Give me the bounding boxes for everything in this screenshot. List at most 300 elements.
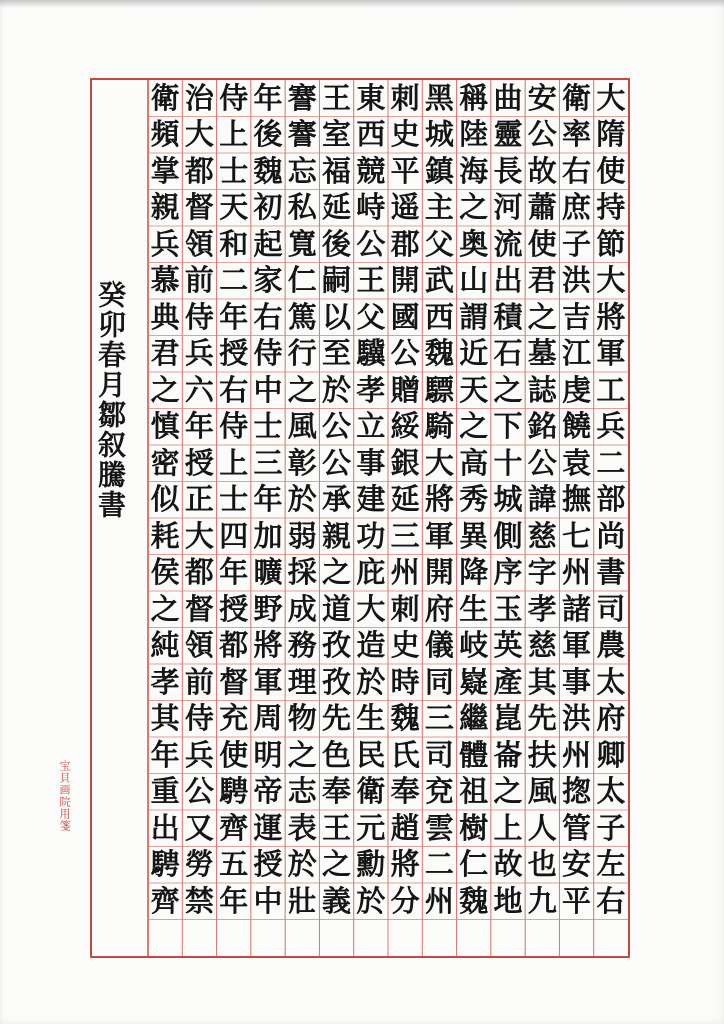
character-cell: 公 — [356, 226, 386, 261]
character-cell: 時 — [390, 664, 420, 699]
character-cell: 似 — [150, 482, 180, 517]
character-cell: 子 — [596, 810, 626, 845]
calligraphy-sheet — [90, 78, 630, 958]
character-cell: 諸 — [562, 591, 592, 626]
character-cell: 造 — [356, 628, 386, 663]
character-cell: 寬 — [287, 226, 317, 261]
character-cell: 軍 — [562, 628, 592, 663]
character-cell: 扶 — [527, 737, 557, 772]
character-cell: 魏 — [459, 883, 489, 918]
character-cell: 右 — [253, 299, 283, 334]
character-cell: 純 — [150, 628, 180, 663]
character-cell: 海 — [459, 153, 489, 188]
character-cell: 五 — [219, 847, 249, 882]
character-cell: 上 — [219, 445, 249, 480]
character-cell: 出 — [150, 810, 180, 845]
character-cell: 士 — [219, 482, 249, 517]
character-cell: 齊 — [219, 810, 249, 845]
character-cell: 天 — [219, 190, 249, 225]
character-cell: 東 — [356, 80, 386, 115]
character-cell: 流 — [493, 226, 523, 261]
character-cell: 充 — [219, 701, 249, 736]
character-cell: 安 — [562, 847, 592, 882]
character-cell: 近 — [459, 336, 489, 371]
character-cell: 城 — [424, 117, 454, 152]
character-cell: 三 — [390, 518, 420, 553]
character-cell: 黑 — [424, 80, 454, 115]
character-cell: 耗 — [150, 518, 180, 553]
character-cell: 表 — [287, 810, 317, 845]
character-cell: 競 — [356, 153, 386, 188]
character-cell: 遥 — [390, 190, 420, 225]
character-cell: 風 — [287, 409, 317, 444]
character-cell: 之 — [287, 372, 317, 407]
character-cell: 彰 — [287, 445, 317, 480]
character-cell: 郡 — [390, 226, 420, 261]
character-cell: 於 — [287, 847, 317, 882]
character-cell: 弱 — [287, 518, 317, 553]
character-cell: 上 — [493, 810, 523, 845]
character-cell: 奉 — [390, 774, 420, 809]
character-cell: 王 — [356, 263, 386, 298]
character-cell: 和 — [219, 226, 249, 261]
character-cell: 頻 — [150, 117, 180, 152]
character-cell: 兵 — [596, 409, 626, 444]
character-cell: 左 — [596, 847, 626, 882]
character-cell: 嗣 — [322, 263, 352, 298]
character-cell: 年 — [253, 482, 283, 517]
character-cell: 生 — [356, 701, 386, 736]
character-cell: 府 — [424, 591, 454, 626]
character-cell: 慕 — [150, 263, 180, 298]
character-cell: 事 — [562, 664, 592, 699]
character-cell: 大 — [596, 263, 626, 298]
character-cell: 採 — [287, 555, 317, 590]
character-cell: 同 — [424, 664, 454, 699]
character-cell: 明 — [253, 737, 283, 772]
character-cell: 之 — [150, 591, 180, 626]
character-cell: 王 — [322, 810, 352, 845]
character-cell: 綏 — [390, 409, 420, 444]
character-cell: 禁 — [184, 883, 214, 918]
character-cell: 崙 — [493, 737, 523, 772]
character-cell: 密 — [150, 445, 180, 480]
character-cell: 物 — [287, 701, 317, 736]
character-cell: 軍 — [424, 518, 454, 553]
character-cell: 孝 — [356, 372, 386, 407]
character-cell: 孝 — [150, 664, 180, 699]
character-cell: 右 — [219, 372, 249, 407]
character-cell: 庇 — [356, 555, 386, 590]
character-cell: 右 — [596, 883, 626, 918]
character-cell: 授 — [219, 336, 249, 371]
character-cell: 長 — [493, 153, 523, 188]
character-cell: 於 — [287, 482, 317, 517]
character-cell: 上 — [219, 117, 249, 152]
character-cell: 大 — [184, 518, 214, 553]
character-cell: 私 — [287, 190, 317, 225]
character-cell: 君 — [150, 336, 180, 371]
character-cell: 將 — [253, 628, 283, 663]
character-cell: 兵 — [184, 336, 214, 371]
character-cell: 諱 — [527, 482, 557, 517]
character-cell: 後 — [253, 117, 283, 152]
character-cell: 撫 — [562, 482, 592, 517]
character-cell: 西 — [424, 299, 454, 334]
character-cell: 謂 — [459, 299, 489, 334]
character-cell: 出 — [493, 263, 523, 298]
character-cell: 開 — [424, 555, 454, 590]
character-cell: 虔 — [562, 372, 592, 407]
character-cell: 工 — [596, 372, 626, 407]
character-cell: 事 — [356, 445, 386, 480]
character-cell: 前 — [184, 263, 214, 298]
character-cell: 體 — [459, 737, 489, 772]
character-cell: 也 — [527, 847, 557, 882]
character-cell: 刺 — [390, 591, 420, 626]
character-cell: 後 — [322, 226, 352, 261]
character-cell: 降 — [459, 555, 489, 590]
character-cell: 理 — [287, 664, 317, 699]
character-cell: 都 — [184, 555, 214, 590]
character-cell: 之 — [459, 190, 489, 225]
character-cell: 領 — [184, 628, 214, 663]
character-cell: 分 — [390, 883, 420, 918]
character-cell: 年 — [219, 883, 249, 918]
character-cell: 公 — [322, 445, 352, 480]
character-cell: 謇 — [287, 117, 317, 152]
character-cell: 典 — [150, 299, 180, 334]
character-cell: 持 — [596, 190, 626, 225]
character-cell: 年 — [184, 409, 214, 444]
character-cell: 之 — [322, 847, 352, 882]
character-cell: 侍 — [219, 409, 249, 444]
character-cell: 三 — [253, 445, 283, 480]
character-cell: 元 — [356, 810, 386, 845]
character-cell: 使 — [219, 737, 249, 772]
character-cell: 安 — [527, 80, 557, 115]
character-cell: 兵 — [184, 737, 214, 772]
character-cell: 農 — [596, 628, 626, 663]
signature-inscription: 癸卯春月鄒叙騰書 — [94, 280, 127, 520]
character-cell: 父 — [424, 226, 454, 261]
character-cell: 儀 — [424, 628, 454, 663]
character-cell: 都 — [184, 153, 214, 188]
character-cell: 民 — [356, 737, 386, 772]
character-cell: 將 — [424, 482, 454, 517]
character-cell: 義 — [322, 883, 352, 918]
character-cell: 授 — [184, 445, 214, 480]
character-cell: 江 — [562, 336, 592, 371]
character-cell: 管 — [562, 810, 592, 845]
character-cell: 人 — [527, 810, 557, 845]
character-cell: 大 — [184, 117, 214, 152]
character-cell: 雲 — [424, 810, 454, 845]
character-cell: 子 — [562, 226, 592, 261]
character-cell: 至 — [322, 336, 352, 371]
character-cell: 太 — [596, 774, 626, 809]
character-cell: 勞 — [184, 847, 214, 882]
character-cell: 將 — [596, 299, 626, 334]
character-cell: 勳 — [356, 847, 386, 882]
character-cell: 先 — [527, 701, 557, 736]
character-cell: 墓 — [527, 336, 557, 371]
character-cell: 山 — [459, 263, 489, 298]
character-cell: 道 — [322, 591, 352, 626]
character-cell: 樹 — [459, 810, 489, 845]
character-cell: 成 — [287, 591, 317, 626]
character-cell: 蕭 — [527, 190, 557, 225]
character-cell: 督 — [219, 664, 249, 699]
character-cell: 仁 — [287, 263, 317, 298]
character-cell: 地 — [493, 883, 523, 918]
character-cell: 側 — [493, 518, 523, 553]
character-cell: 公 — [184, 774, 214, 809]
character-cell: 崑 — [493, 701, 523, 736]
character-cell: 隋 — [596, 117, 626, 152]
character-cell: 西 — [356, 117, 386, 152]
character-cell: 風 — [527, 774, 557, 809]
character-cell: 節 — [596, 226, 626, 261]
character-cell: 城 — [493, 482, 523, 517]
character-cell: 運 — [253, 810, 283, 845]
character-cell: 志 — [287, 774, 317, 809]
character-cell: 治 — [184, 80, 214, 115]
character-cell: 四 — [219, 518, 249, 553]
character-cell: 吉 — [562, 299, 592, 334]
character-cell: 正 — [184, 482, 214, 517]
character-cell: 督 — [184, 591, 214, 626]
character-cell: 以 — [322, 299, 352, 334]
character-cell: 稱 — [459, 80, 489, 115]
character-cell: 司 — [424, 737, 454, 772]
character-cell: 繼 — [459, 701, 489, 736]
character-cell: 使 — [527, 226, 557, 261]
character-cell: 庶 — [562, 190, 592, 225]
character-cell: 鎮 — [424, 153, 454, 188]
character-cell: 年 — [219, 299, 249, 334]
character-cell: 字 — [527, 555, 557, 590]
character-cell: 衛 — [356, 774, 386, 809]
character-cell: 公 — [527, 445, 557, 480]
character-cell: 領 — [184, 226, 214, 261]
character-cell: 騁 — [219, 774, 249, 809]
character-cell: 其 — [150, 701, 180, 736]
character-cell: 石 — [493, 336, 523, 371]
character-cell: 驃 — [424, 372, 454, 407]
character-cell: 秀 — [459, 482, 489, 517]
character-cell: 魏 — [424, 336, 454, 371]
character-cell: 王 — [322, 80, 352, 115]
character-cell: 武 — [424, 263, 454, 298]
character-cell: 祖 — [459, 774, 489, 809]
character-cell: 謇 — [287, 80, 317, 115]
character-cell: 大 — [596, 80, 626, 115]
character-cell: 中 — [253, 372, 283, 407]
character-cell: 先 — [322, 701, 352, 736]
character-cell: 銀 — [390, 445, 420, 480]
character-cell: 掌 — [150, 153, 180, 188]
character-cell: 騁 — [150, 847, 180, 882]
character-cell: 二 — [424, 847, 454, 882]
character-cell: 史 — [390, 628, 420, 663]
character-cell: 之 — [150, 372, 180, 407]
character-cell: 生 — [459, 591, 489, 626]
character-cell: 親 — [150, 190, 180, 225]
character-cell: 袁 — [562, 445, 592, 480]
character-cell: 公 — [390, 336, 420, 371]
character-cell: 兵 — [150, 226, 180, 261]
character-cell: 公 — [527, 117, 557, 152]
character-cell: 年 — [219, 555, 249, 590]
character-cell: 府 — [596, 701, 626, 736]
character-cell: 六 — [184, 372, 214, 407]
character-cell: 之 — [493, 774, 523, 809]
character-cell: 故 — [527, 153, 557, 188]
character-cell: 將 — [390, 847, 420, 882]
character-cell: 公 — [322, 409, 352, 444]
character-cell: 孜 — [322, 664, 352, 699]
character-cell: 之 — [527, 299, 557, 334]
character-cell: 二 — [219, 263, 249, 298]
character-cell: 衛 — [150, 80, 180, 115]
character-cell: 侍 — [184, 299, 214, 334]
character-cell: 氏 — [390, 737, 420, 772]
character-cell: 侍 — [219, 80, 249, 115]
character-cell: 侯 — [150, 555, 180, 590]
paper-stamp-mark: 宝貝画院用箋 — [58, 760, 71, 832]
character-cell: 周 — [253, 701, 283, 736]
character-cell: 右 — [562, 153, 592, 188]
character-cell: 篤 — [287, 299, 317, 334]
character-cell: 九 — [527, 883, 557, 918]
character-cell: 之 — [322, 555, 352, 590]
character-cell: 年 — [253, 80, 283, 115]
character-cell: 揔 — [562, 774, 592, 809]
character-cell: 曠 — [253, 555, 283, 590]
character-cell: 二 — [596, 445, 626, 480]
character-cell: 中 — [253, 883, 283, 918]
character-cell: 都 — [219, 628, 249, 663]
character-cell: 務 — [287, 628, 317, 663]
character-cell: 孜 — [322, 628, 352, 663]
character-cell: 授 — [219, 591, 249, 626]
character-cell: 天 — [459, 372, 489, 407]
character-cell: 使 — [596, 153, 626, 188]
character-cell: 尚 — [596, 518, 626, 553]
character-cell: 史 — [390, 117, 420, 152]
character-cell: 饒 — [562, 409, 592, 444]
character-cell: 州 — [562, 555, 592, 590]
character-cell: 奉 — [322, 774, 352, 809]
character-cell: 君 — [527, 263, 557, 298]
character-cell: 之 — [287, 737, 317, 772]
character-cell: 兗 — [424, 774, 454, 809]
character-cell: 前 — [184, 664, 214, 699]
character-cell: 慈 — [527, 628, 557, 663]
character-cell: 洪 — [562, 263, 592, 298]
character-cell: 大 — [356, 591, 386, 626]
character-cell: 室 — [322, 117, 352, 152]
character-cell: 延 — [322, 190, 352, 225]
character-cell: 玉 — [493, 591, 523, 626]
character-cell: 刺 — [390, 80, 420, 115]
character-cell: 三 — [424, 701, 454, 736]
character-cell: 部 — [596, 482, 626, 517]
character-cell: 侍 — [253, 336, 283, 371]
character-cell: 平 — [562, 883, 592, 918]
character-cell: 太 — [596, 664, 626, 699]
character-cell: 建 — [356, 482, 386, 517]
character-cell: 司 — [596, 591, 626, 626]
character-cell: 色 — [322, 737, 352, 772]
character-cell: 銘 — [527, 409, 557, 444]
character-cell: 父 — [356, 299, 386, 334]
character-cell: 行 — [287, 336, 317, 371]
character-cell: 福 — [322, 153, 352, 188]
character-cell: 州 — [424, 883, 454, 918]
character-cell: 下 — [493, 409, 523, 444]
character-cell: 野 — [253, 591, 283, 626]
character-cell: 於 — [356, 664, 386, 699]
character-cell: 故 — [493, 847, 523, 882]
character-cell: 異 — [459, 518, 489, 553]
character-cell: 忘 — [287, 153, 317, 188]
character-cell: 產 — [493, 664, 523, 699]
character-cell: 魏 — [253, 153, 283, 188]
character-cell: 督 — [184, 190, 214, 225]
character-cell: 峙 — [356, 190, 386, 225]
character-cell: 趙 — [390, 810, 420, 845]
character-cell: 率 — [562, 117, 592, 152]
character-cell: 卿 — [596, 737, 626, 772]
character-cell: 帝 — [253, 774, 283, 809]
character-cell: 開 — [390, 263, 420, 298]
character-cell: 延 — [390, 482, 420, 517]
character-cell: 高 — [459, 445, 489, 480]
character-cell: 之 — [459, 409, 489, 444]
character-cell: 岐 — [459, 628, 489, 663]
character-cell: 奥 — [459, 226, 489, 261]
character-cell: 十 — [493, 445, 523, 480]
character-cell: 起 — [253, 226, 283, 261]
character-cell: 魏 — [390, 701, 420, 736]
character-cell: 又 — [184, 810, 214, 845]
character-cell: 河 — [493, 190, 523, 225]
character-cell: 仁 — [459, 847, 489, 882]
character-cell: 平 — [390, 153, 420, 188]
character-cell: 其 — [527, 664, 557, 699]
character-cell: 於 — [356, 883, 386, 918]
character-cell: 主 — [424, 190, 454, 225]
character-cell: 國 — [390, 299, 420, 334]
character-cell: 贈 — [390, 372, 420, 407]
character-cell: 州 — [562, 737, 592, 772]
character-cell: 壯 — [287, 883, 317, 918]
character-cell: 重 — [150, 774, 180, 809]
character-cell: 慎 — [150, 409, 180, 444]
character-cell: 功 — [356, 518, 386, 553]
character-cell: 序 — [493, 555, 523, 590]
character-cell: 士 — [253, 409, 283, 444]
character-cell: 七 — [562, 518, 592, 553]
character-cell: 大 — [424, 445, 454, 480]
character-cell: 年 — [150, 737, 180, 772]
character-cell: 初 — [253, 190, 283, 225]
character-cell: 軍 — [253, 664, 283, 699]
character-cell: 誌 — [527, 372, 557, 407]
character-cell: 驥 — [356, 336, 386, 371]
